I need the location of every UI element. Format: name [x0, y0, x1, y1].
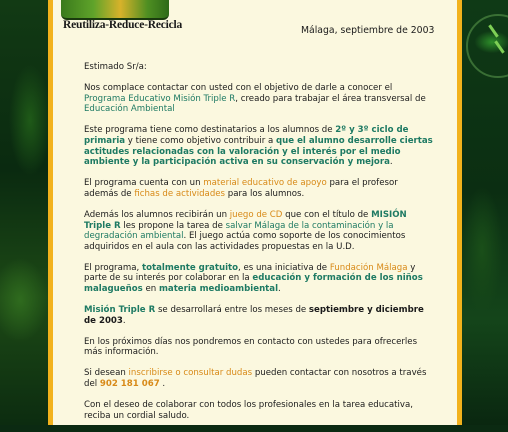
program-name-highlight: Programa Educativo Misión Triple R: [84, 93, 236, 104]
paragraph-materials: El programa cuenta con un material educativo de apoyo para el profesor además de fichas de actividades para los alumnos.: [84, 178, 398, 199]
right-yellow-stripe: [457, 0, 462, 425]
right-background-decoration: [462, 0, 508, 425]
phone-number: 902 181 067: [99, 379, 160, 390]
logo-text: Reutiliza-Reduce-Recicla: [63, 19, 183, 31]
letter-panel: [53, 0, 457, 425]
mission-highlight: Misión Triple R: [84, 305, 156, 316]
environmental-education-highlight: Educación Ambiental: [84, 104, 175, 115]
environmental-matter-highlight: materia medioambiental: [158, 284, 279, 294]
cycle-highlight: 2º y 3º ciclo de primaria: [84, 125, 409, 146]
salutation: Estimado Sr/a:: [84, 62, 147, 72]
support-material-highlight: material educativo de apoyo: [203, 178, 327, 189]
paragraph-contact-phone: Si desean inscribirse o consultar dudas pueden contactar con nosotros a través del 902 181 067 .: [84, 368, 427, 390]
decorative-arc: [466, 14, 508, 78]
letter-body: [84, 62, 434, 432]
schedule-highlight: septiembre y diciembre de 2003: [84, 305, 424, 326]
left-background-decoration: [0, 0, 48, 425]
objective-highlight: que el alumno desarrolle ciertas actitudes relacionadas con la valoración y el interés por el medio ambiente y la participación activa en su conservación y mejora: [84, 135, 433, 168]
free-highlight: totalmente gratuito: [141, 262, 239, 273]
letter-date: Málaga, septiembre de 2003: [301, 25, 435, 36]
cd-game-highlight: juego de CD: [229, 209, 283, 220]
paragraph-intro: Nos complace contactar con usted con el objetivo de darle a conocer el Programa Educativo Misión Triple R, creado para trabajar el área transversal de Educación Ambiental: [84, 83, 426, 115]
game-title-highlight: MISIÓN Triple R: [84, 209, 407, 231]
paragraph-contact-soon: En los próximos días nos pondremos en contacto con ustedes para ofrecerles más información.: [84, 336, 418, 358]
paragraph-free-program: El programa, totalmente gratuito, es una iniciativa de Fundación Málaga y parte de su interés por colaborar en la educación y formación de los niños malagueños en materia medioambiental.: [84, 262, 423, 294]
paragraph-schedule: Misión Triple R se desarrollará entre los meses de septiembre y diciembre de 2003.: [84, 305, 424, 326]
paragraph-closing: Con el deseo de colaborar con todos los profesionales en la tarea educativa, reciba un cordial saludo.: [84, 400, 414, 421]
activity-sheets-highlight: fichas de actividades: [134, 188, 226, 199]
education-highlight: educación y formación de los niños malagueños: [84, 273, 423, 294]
game-task-highlight: salvar Málaga de la contaminación y la degradación ambiental: [84, 220, 394, 242]
logo-graphic: [61, 0, 169, 20]
paragraph-cd-game: Además los alumnos recibirán un juego de CD que con el título de MISIÓN Triple R les propone la tarea de salvar Málaga de la contaminación y la degradación ambiental. El juego actúa como soporte de los conocimientos adquiridos en el aula con las actividades propuestas en la U.D.: [84, 209, 407, 252]
logo: [61, 0, 183, 36]
signup-highlight: inscribirse o consultar dudas: [128, 368, 253, 379]
paragraph-audience: Este programa tiene como destinatarios a los alumnos de 2º y 3º ciclo de primaria y tiene como objetivo contribuir a que el alumno desarrolle ciertas actitudes relacionadas con la valoración y el interés por el medio ambiente y la participación activa en su conservación y mejora.: [84, 125, 433, 168]
foundation-highlight: Fundación Málaga: [329, 262, 408, 273]
